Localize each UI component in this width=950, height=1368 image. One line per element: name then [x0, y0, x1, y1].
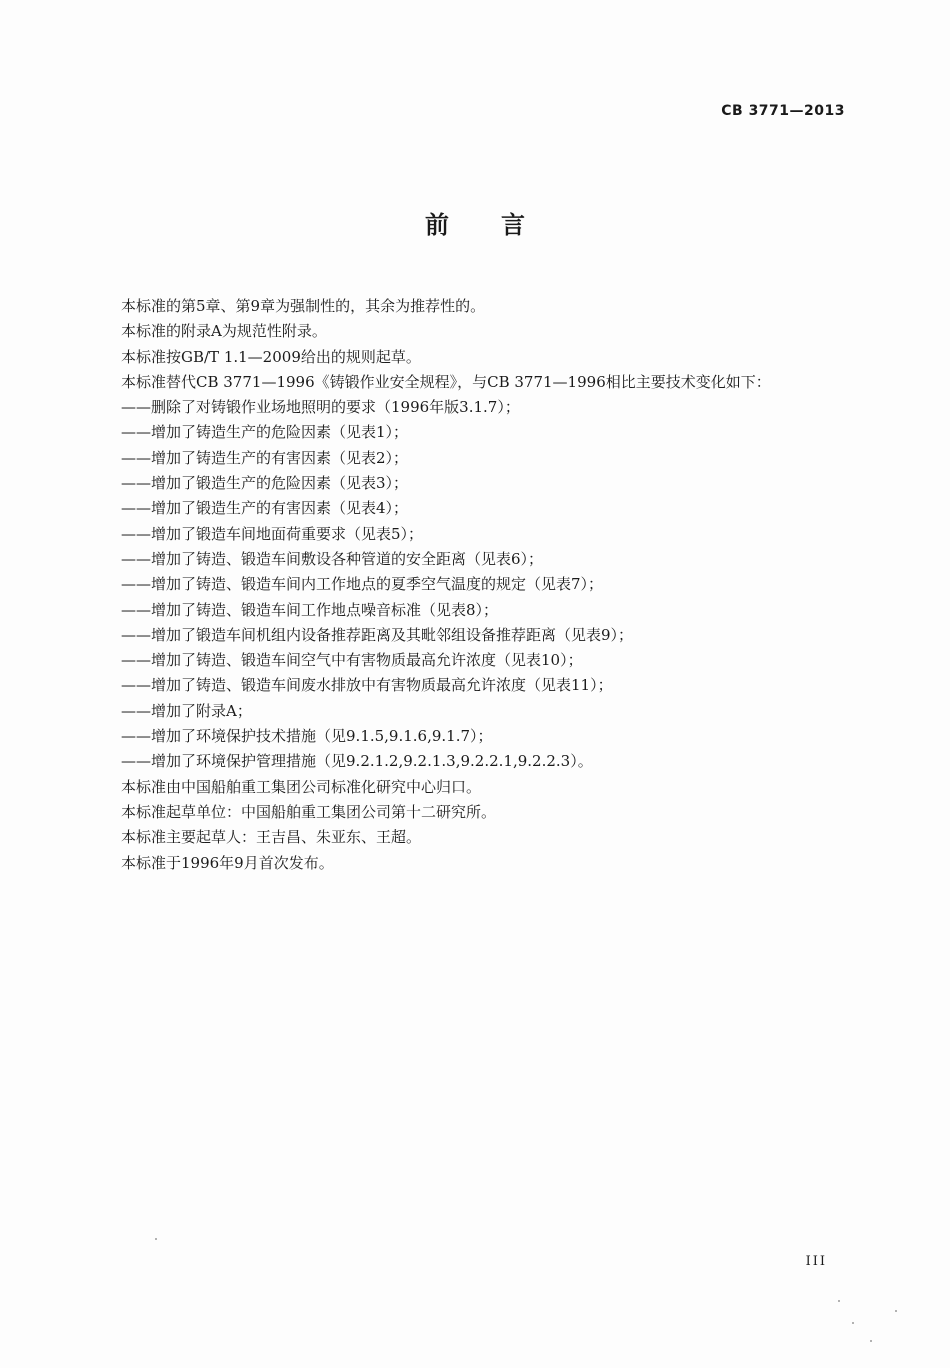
paragraph-line: 本标准主要起草人：王吉昌、朱亚东、王超。 — [121, 828, 422, 847]
paragraph-line: 本标准替代CB 3771—1996《铸锻作业安全规程》，与CB 3771—1996相比主要技术变化如下： — [121, 372, 771, 391]
paragraph-line: 本标准起草单位：中国船舶重工集团公司第十二研究所。 — [121, 802, 497, 821]
list-item: ——增加了铸造生产的有害因素（见表2）； — [121, 448, 409, 467]
list-item: ——增加了铸造、锻造车间内工作地点的夏季空气温度的规定（见表7）； — [121, 575, 604, 594]
list-item: ——增加了铸造、锻造车间工作地点噪音标准（见表8）； — [121, 600, 499, 619]
list-item: ——增加了铸造、锻造车间废水排放中有害物质最高允许浓度（见表11）； — [121, 676, 613, 695]
list-item: ——增加了锻造车间机组内设备推荐距离及其毗邻组设备推荐距离（见表9）； — [121, 625, 634, 644]
scan-speck — [895, 1310, 897, 1312]
list-item: ——增加了锻造生产的有害因素（见表4）； — [121, 499, 409, 518]
scan-speck — [870, 1340, 872, 1342]
list-item: ——增加了铸造生产的危险因素（见表1）； — [121, 423, 409, 442]
list-item: ——增加了附录A； — [121, 701, 252, 720]
page-title: 前言 — [425, 210, 577, 239]
list-item: ——删除了对铸锻作业场地照明的要求（1996年版3.1.7）； — [121, 398, 520, 417]
paragraph-line: 本标准由中国船舶重工集团公司标准化研究中心归口。 — [121, 777, 482, 796]
page-number: III — [805, 1254, 827, 1269]
paragraph-line: 本标准的第5章、第9章为强制性的，其余为推荐性的。 — [121, 297, 486, 315]
list-item: ——增加了环境保护管理措施（见9.2.1.2,9.2.1.3,9.2.2.1,9.2.2.3）。 — [121, 752, 593, 771]
paragraph-line: 本标准按GB/T 1.1—2009给出的规则起草。 — [121, 347, 421, 366]
scan-speck — [838, 1300, 840, 1302]
scan-speck — [155, 1238, 157, 1240]
foreword-body — [121, 294, 841, 876]
paragraph-line: 本标准的附录A为规范性附录。 — [121, 322, 327, 341]
scan-speck — [852, 1322, 854, 1324]
list-item: ——增加了铸造、锻造车间空气中有害物质最高允许浓度（见表10）； — [121, 651, 583, 670]
list-item: ——增加了环境保护技术措施（见9.1.5,9.1.6,9.1.7）； — [121, 727, 493, 746]
list-item: ——增加了铸造、锻造车间敷设各种管道的安全距离（见表6）； — [121, 549, 544, 568]
list-item: ——增加了锻造车间地面荷重要求（见表5）； — [121, 524, 424, 543]
document-code: CB 3771—2013 — [721, 103, 845, 119]
paragraph-line: 本标准于1996年9月首次发布。 — [121, 853, 334, 872]
list-item: ——增加了锻造生产的危险因素（见表3）； — [121, 474, 409, 493]
